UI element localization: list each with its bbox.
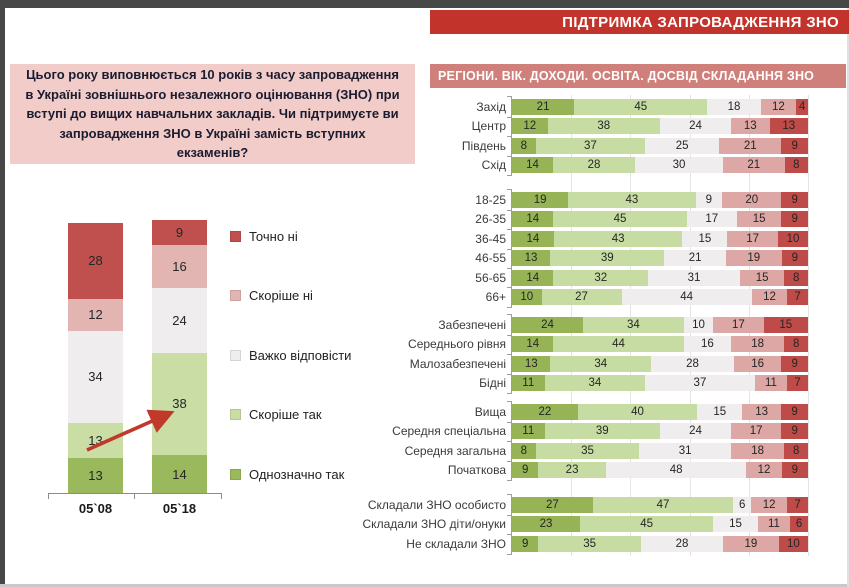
- x-axis-tick: [134, 493, 135, 499]
- bar-segment: 27: [512, 497, 593, 513]
- axis-tick: [507, 156, 511, 157]
- bar-segment: 13: [512, 250, 550, 266]
- trend-arrow-svg: [78, 403, 182, 459]
- bar-segment: 47: [593, 497, 734, 513]
- row-label: 46-55: [475, 251, 506, 266]
- bar-segment: 21: [512, 99, 574, 115]
- bar-segment: 24: [660, 423, 731, 439]
- row-label: Схід: [481, 158, 506, 173]
- bar-segment: 6: [733, 497, 751, 513]
- legend-swatch: [230, 469, 241, 480]
- axis-tick: [507, 268, 511, 269]
- row-label: 36-45: [475, 231, 506, 246]
- x-axis-tick: [221, 493, 222, 499]
- bar-segment: 18: [707, 99, 760, 115]
- page-title-text: ПІДТРИМКА ЗАПРОВАДЖЕННЯ ЗНО: [562, 13, 839, 31]
- row-label: 26-35: [475, 212, 506, 227]
- bar-segment: 10: [779, 536, 808, 552]
- axis-tick: [507, 393, 511, 394]
- bar-segment: 21: [723, 157, 785, 173]
- bar-segment: 28: [651, 356, 734, 372]
- bar-segment: 24: [152, 288, 207, 353]
- bar-segment: 11: [512, 423, 545, 439]
- legend-swatch: [230, 231, 241, 242]
- row-label: Середня загальна: [404, 443, 506, 458]
- bar-segment: 13: [68, 458, 123, 493]
- bar-segment: 14: [152, 455, 207, 493]
- axis-tick: [507, 461, 511, 462]
- axis-tick: [507, 314, 511, 315]
- bar-segment: 20: [722, 192, 781, 208]
- bar-segment: 34: [68, 331, 123, 423]
- legend-label: Скоріше ні: [249, 288, 313, 303]
- axis-tick: [507, 374, 511, 375]
- bar-segment: 21: [664, 250, 726, 266]
- bar-segment: 12: [746, 462, 781, 478]
- bar-segment: 14: [512, 231, 554, 247]
- bar-segment: 15: [737, 211, 781, 227]
- legend-item: [230, 347, 351, 363]
- bar-segment: 17: [727, 231, 778, 247]
- axis-tick: [507, 422, 511, 423]
- bar-segment: 9: [512, 536, 538, 552]
- bar-segment: 39: [545, 423, 660, 439]
- row-label: Малозабезпечені: [409, 356, 506, 371]
- bar-segment: 14: [512, 336, 553, 352]
- bar-segment: 21: [719, 138, 781, 154]
- axis-tick: [507, 96, 511, 97]
- row-label: Бідні: [479, 376, 506, 391]
- axis-tick: [507, 441, 511, 442]
- row-label: Центр: [471, 119, 506, 134]
- bar-segment: 40: [578, 404, 698, 420]
- axis-tick: [507, 229, 511, 230]
- axis-tick: [507, 249, 511, 250]
- axis-tick: [507, 175, 511, 176]
- bar-segment: 43: [554, 231, 683, 247]
- bar-segment: 13: [512, 356, 550, 372]
- bar-segment: 13: [731, 118, 769, 134]
- window-frame-top: [0, 0, 849, 8]
- bar-segment: 18: [731, 336, 784, 352]
- bar-segment: 34: [583, 317, 684, 333]
- bar-segment: 15: [713, 516, 757, 532]
- legend-swatch: [230, 290, 241, 301]
- bar-segment: 12: [752, 289, 788, 305]
- bar-segment: 24: [660, 118, 731, 134]
- bar-segment: 11: [512, 375, 545, 391]
- bar-segment: 8: [784, 443, 808, 459]
- survey-question-text: Цього року виповнюється 10 років з часу запровадження в Україні зовнішнього незалежного оцінювання (ЗНО) при вступі до вищих навчальних закладів. Чи підтримуєте ви запровадження ЗНО в Україні замість вступних екзаменів?: [25, 67, 400, 161]
- row-label: Забезпечені: [438, 318, 506, 332]
- bar-segment: 9: [781, 192, 808, 208]
- bar-segment: 8: [785, 157, 808, 173]
- bar-segment: 6: [790, 516, 808, 532]
- row-label: Не складали ЗНО: [406, 536, 506, 551]
- bar-segment: 45: [553, 211, 686, 227]
- bar-segment: 31: [648, 270, 740, 286]
- axis-tick: [507, 210, 511, 211]
- bar-segment: 30: [635, 157, 723, 173]
- legend-item: [230, 288, 313, 304]
- legend-label: Важко відповісти: [249, 347, 352, 363]
- axis-tick: [507, 534, 511, 535]
- bar-segment: 32: [553, 270, 648, 286]
- bar-segment: 48: [606, 462, 747, 478]
- axis-tick: [507, 554, 511, 555]
- bar-segment: 31: [639, 443, 731, 459]
- window-frame-left: [0, 0, 5, 587]
- axis-tick: [507, 287, 511, 288]
- bar-segment: 16: [734, 356, 781, 372]
- bar-segment: 14: [512, 211, 553, 227]
- row-label: 18-25: [475, 193, 506, 207]
- axis-tick: [507, 480, 511, 481]
- bar-segment: 7: [787, 497, 808, 513]
- x-axis-label: 05`08: [78, 501, 113, 516]
- bar-segment: 13: [742, 404, 781, 420]
- bar-segment: 38: [152, 353, 207, 456]
- bar-segment: 28: [641, 536, 723, 552]
- bar-segment: 11: [758, 516, 791, 532]
- bar-segment: 9: [781, 404, 808, 420]
- section-header-text: РЕГІОНИ. ВІК. ДОХОДИ. ОСВІТА. ДОСВІД СКЛАДАННЯ ЗНО: [438, 69, 815, 83]
- page-title: [430, 10, 849, 34]
- bar-segment: 24: [512, 317, 583, 333]
- legend-label: Скоріше так: [249, 407, 322, 422]
- x-axis-label: 05`18: [162, 501, 197, 516]
- row-label: Вища: [474, 405, 506, 419]
- bar-segment: 9: [781, 138, 808, 154]
- bar-segment: 23: [538, 462, 605, 478]
- bar-segment: 9: [781, 423, 808, 439]
- bar-segment: 28: [68, 223, 123, 299]
- bar-segment: 10: [778, 231, 808, 247]
- bar-segment: 9: [781, 211, 808, 227]
- row-label: 66+: [485, 290, 506, 304]
- bar-segment: 35: [538, 536, 641, 552]
- row-label: Південь: [461, 138, 506, 153]
- bar-segment: 12: [761, 99, 797, 115]
- trend-arrow: [78, 403, 182, 459]
- row-label: Середнього рівня: [408, 337, 506, 352]
- bar-segment: 15: [740, 270, 784, 286]
- row-label: Захід: [476, 100, 506, 114]
- x-axis-line: [48, 493, 222, 494]
- bar-segment: 17: [713, 317, 763, 333]
- legend-label: Точно ні: [249, 228, 298, 244]
- bar-segment: 12: [68, 299, 123, 331]
- bar-segment: 9: [696, 192, 723, 208]
- bar-segment: 4: [796, 99, 808, 115]
- bar-segment: 12: [751, 497, 787, 513]
- axis-tick: [507, 401, 511, 402]
- bar-segment: 23: [512, 516, 580, 532]
- bar-segment: 18: [731, 443, 784, 459]
- legend-item: [230, 466, 344, 482]
- bar-segment: 45: [574, 99, 707, 115]
- bar-segment: 28: [553, 157, 635, 173]
- row-label: Початкова: [447, 463, 506, 478]
- bar-segment: 45: [580, 516, 713, 532]
- axis-tick: [507, 136, 511, 137]
- bar-segment: 16: [684, 336, 731, 352]
- bar-segment: 9: [782, 250, 808, 266]
- bar-segment: 7: [787, 289, 808, 305]
- bar-segment: 9: [781, 356, 808, 372]
- bar-segment: 13: [770, 118, 808, 134]
- bar-segment: 7: [787, 375, 808, 391]
- x-axis-tick: [48, 493, 49, 499]
- axis-tick: [507, 494, 511, 495]
- bar-segment: 14: [512, 270, 553, 286]
- row-label: 56-65: [475, 270, 506, 285]
- bar-segment: 37: [536, 138, 646, 154]
- legend-label: Однозначно так: [249, 466, 345, 482]
- axis-tick: [507, 189, 511, 190]
- legend-item: [230, 407, 322, 423]
- bar-segment: 37: [645, 375, 755, 391]
- bar-segment: 44: [553, 336, 683, 352]
- bar-segment: 34: [550, 356, 651, 372]
- row-label: Середня спеціальна: [392, 424, 506, 439]
- bar-segment: 27: [542, 289, 622, 305]
- axis-tick: [507, 117, 511, 118]
- row-label: Складали ЗНО особисто: [367, 498, 506, 512]
- bar-segment: 17: [687, 211, 737, 227]
- bar-segment: 13: [68, 423, 123, 458]
- bar-segment: 25: [645, 138, 719, 154]
- bar-segment: 16: [152, 245, 207, 288]
- bar-segment: 12: [512, 118, 548, 134]
- bar-segment: 15: [764, 317, 808, 333]
- bar-segment: 19: [723, 536, 779, 552]
- bar-segment: 15: [682, 231, 727, 247]
- bar-segment: 9: [152, 220, 207, 244]
- axis-tick: [507, 515, 511, 516]
- bar-segment: 43: [568, 192, 695, 208]
- legend-swatch: [230, 350, 241, 361]
- bar-segment: 34: [545, 375, 646, 391]
- bar-segment: 39: [550, 250, 664, 266]
- bar-segment: 15: [697, 404, 742, 420]
- bar-segment: 8: [512, 443, 536, 459]
- section-header: [430, 64, 846, 88]
- bar-segment: 19: [512, 192, 568, 208]
- bar-segment: 38: [548, 118, 660, 134]
- bar-segment: 19: [726, 250, 782, 266]
- bar-segment: 8: [784, 336, 808, 352]
- axis-tick: [507, 354, 511, 355]
- bar-segment: 9: [782, 462, 808, 478]
- axis-tick: [507, 307, 511, 308]
- bar-segment: 8: [512, 138, 536, 154]
- legend-swatch: [230, 409, 241, 420]
- row-label: Складали ЗНО діти/онуки: [362, 517, 506, 532]
- bar-segment: 14: [512, 157, 553, 173]
- axis-tick: [507, 335, 511, 336]
- gridline: [808, 95, 809, 556]
- bar-segment: 9: [512, 462, 538, 478]
- bar-segment: 17: [731, 423, 781, 439]
- bar-segment: 11: [755, 375, 788, 391]
- legend-item: [230, 228, 298, 244]
- bar-segment: 10: [512, 289, 542, 305]
- bar-segment: 35: [536, 443, 640, 459]
- bar-segment: 8: [784, 270, 808, 286]
- bar-segment: 44: [622, 289, 752, 305]
- bar-segment: 10: [684, 317, 714, 333]
- bar-segment: 22: [512, 404, 578, 420]
